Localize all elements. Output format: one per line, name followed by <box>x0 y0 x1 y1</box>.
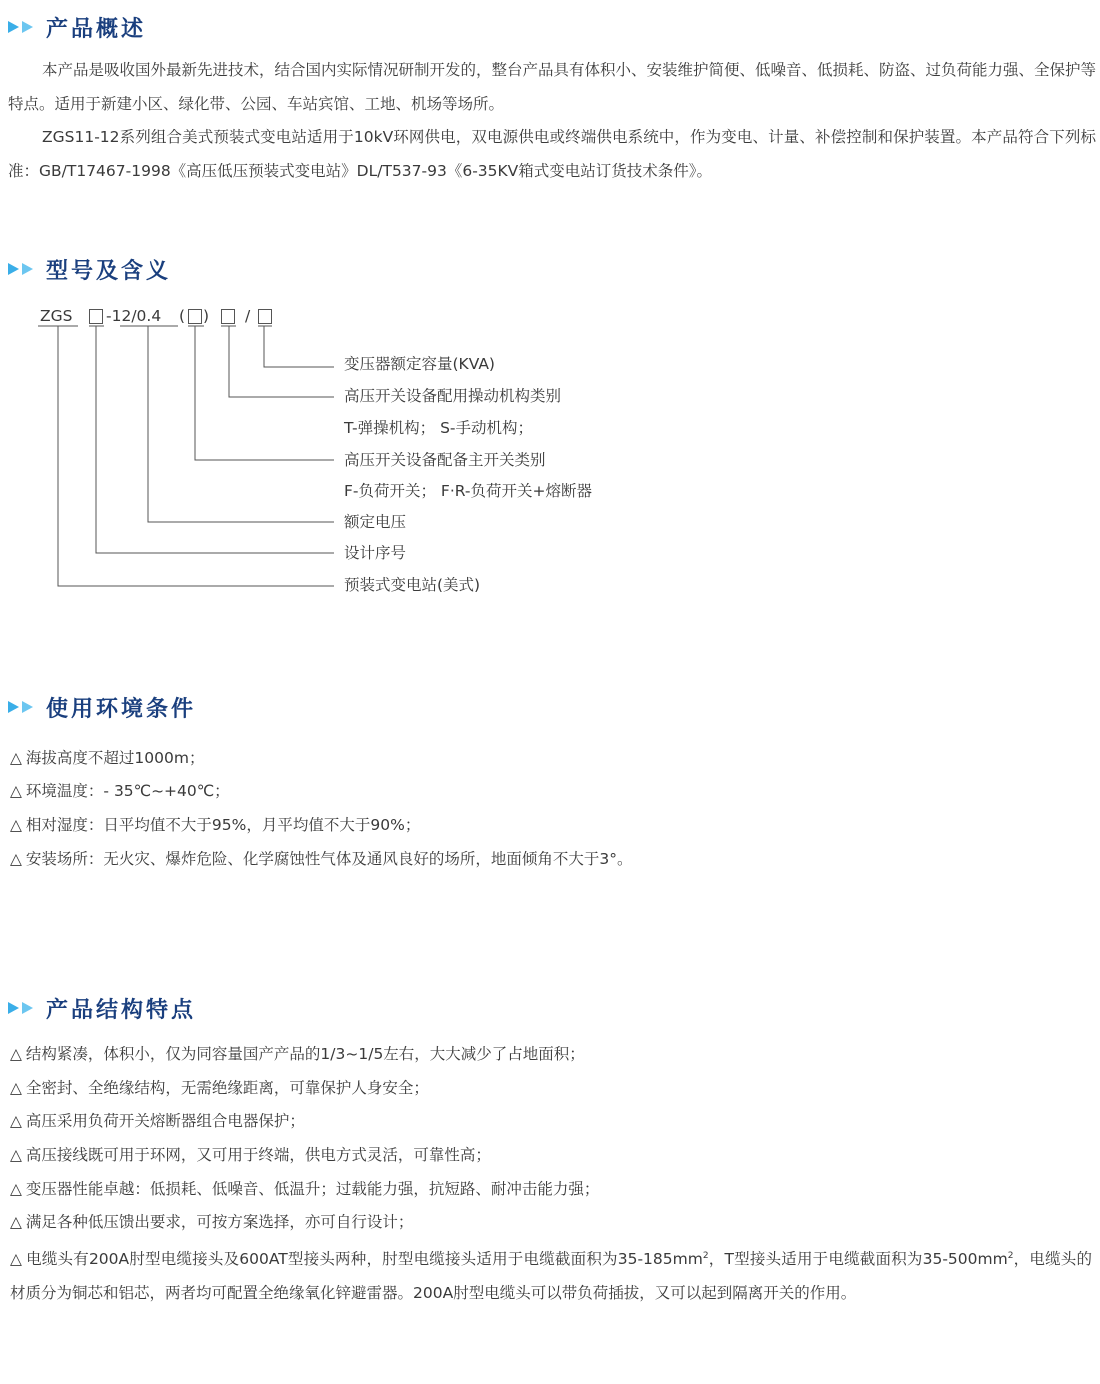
section-title-overview: 产品概述 <box>8 12 146 42</box>
double-arrow-icon <box>8 263 36 275</box>
feature-item-transformer: △ 变压器性能卓越：低损耗、低噪音、低温升；过载能力强，抗短路、耐冲击能力强； <box>10 1180 600 1198</box>
label-switch: 高压开关设备配备主开关类别 <box>344 451 546 469</box>
triangle-icon: △ <box>10 816 22 834</box>
triangle-icon: △ <box>10 1045 22 1063</box>
label-capacity: 变压器额定容量(KVA) <box>344 355 495 373</box>
code-voltage: -12/0.4 <box>106 307 162 325</box>
triangle-icon: △ <box>10 1180 22 1198</box>
env-item-altitude: △ 海拔高度不超过1000m； <box>10 749 205 767</box>
label-mechanism-types: T-弹操机构； S-手动机构； <box>344 419 533 437</box>
feature-item-cable: △ 电缆头有200A肘型电缆接头及600AT型接头两种，肘型电缆接头适用于电缆截面积为$35-185mm^2$，T型接头适用于电缆截面积为$35-500mm^2$，电缆头的材质分为铜芯和铝芯，两者均可配置全绝缘氧化锌避雷器。200A肘型电缆头可以带负荷插拔，又可以起到隔离开关的作用。 <box>10 1240 1092 1310</box>
feature-item-lowvoltage: △ 满足各种低压馈出要求，可按方案选择，亦可自行设计； <box>10 1213 414 1231</box>
triangle-icon: △ <box>10 850 22 868</box>
env-item-humidity: △ 相对湿度：日平均值不大于95%，月平均值不大于90%； <box>10 816 421 834</box>
feature-item-protection: △ 高压采用负荷开关熔断器组合电器保护； <box>10 1112 305 1130</box>
section-title-features: 产品结构特点 <box>8 993 196 1023</box>
feature-item-sealed: △ 全密封、全绝缘结构，无需绝缘距离，可靠保护人身安全； <box>10 1079 429 1097</box>
code-paren-open: ( <box>179 307 186 325</box>
section-title-model: 型号及含义 <box>8 254 171 284</box>
triangle-icon: △ <box>10 1079 22 1097</box>
double-arrow-icon <box>8 701 36 713</box>
double-arrow-icon <box>8 1002 36 1014</box>
code-paren-close: ) <box>203 307 210 325</box>
label-design-serial: 设计序号 <box>344 544 407 562</box>
triangle-icon: △ <box>10 749 22 767</box>
label-voltage: 额定电压 <box>344 513 407 531</box>
model-code-diagram <box>0 300 720 610</box>
triangle-icon: △ <box>10 1112 22 1130</box>
feature-item-wiring: △ 高压接线既可用于环网，又可用于终端，供电方式灵活，可靠性高； <box>10 1146 491 1164</box>
triangle-icon: △ <box>10 1250 22 1269</box>
section-title-environment: 使用环境条件 <box>8 692 196 722</box>
label-switch-types: F-负荷开关； F·R-负荷开关+熔断器 <box>344 482 593 500</box>
overview-paragraph-2: ZGS11-12系列组合美式预装式变电站适用于10kV环网供电，双电源供电或终端供电系统中，作为变电、计量、补偿控制和保护装置。本产品符合下列标准：GB/T17467-1998《高压低压预装式变电站》DL/T537-93《6-35KV箱式变电站订货技术条件》。 <box>8 128 1096 180</box>
code-box-switch <box>188 309 202 324</box>
code-prefix: ZGS <box>40 307 73 325</box>
overview-paragraph-1: 本产品是吸收国外最新先进技术，结合国内实际情况研制开发的，整台产品具有体积小、安装维护简便、低噪音、低损耗、防盗、过负荷能力强、全保护等特点。适用于新建小区、绿化带、公园、车站宾馆、工地、机场等场所。 <box>8 61 1097 113</box>
double-arrow-icon <box>8 21 36 33</box>
triangle-icon: △ <box>10 1146 22 1164</box>
feature-item-compact: △ 结构紧凑，体积小，仅为同容量国产产品的1/3~1/5左右，大大减少了占地面积； <box>10 1045 585 1063</box>
env-item-temperature: △ 环境温度：- 35℃~+40℃； <box>10 782 230 800</box>
env-item-site: △ 安装场所：无火灾、爆炸危险、化学腐蚀性气体及通风良好的场所，地面倾角不大于3°。 <box>10 850 633 868</box>
code-box-mechanism <box>221 309 235 324</box>
triangle-icon: △ <box>10 1213 22 1231</box>
triangle-icon: △ <box>10 782 22 800</box>
label-mechanism: 高压开关设备配用操动机构类别 <box>344 387 562 405</box>
code-box-series <box>89 309 103 324</box>
code-box-capacity <box>258 309 272 324</box>
code-slash: / <box>245 307 251 325</box>
label-substation: 预装式变电站(美式) <box>344 576 481 594</box>
